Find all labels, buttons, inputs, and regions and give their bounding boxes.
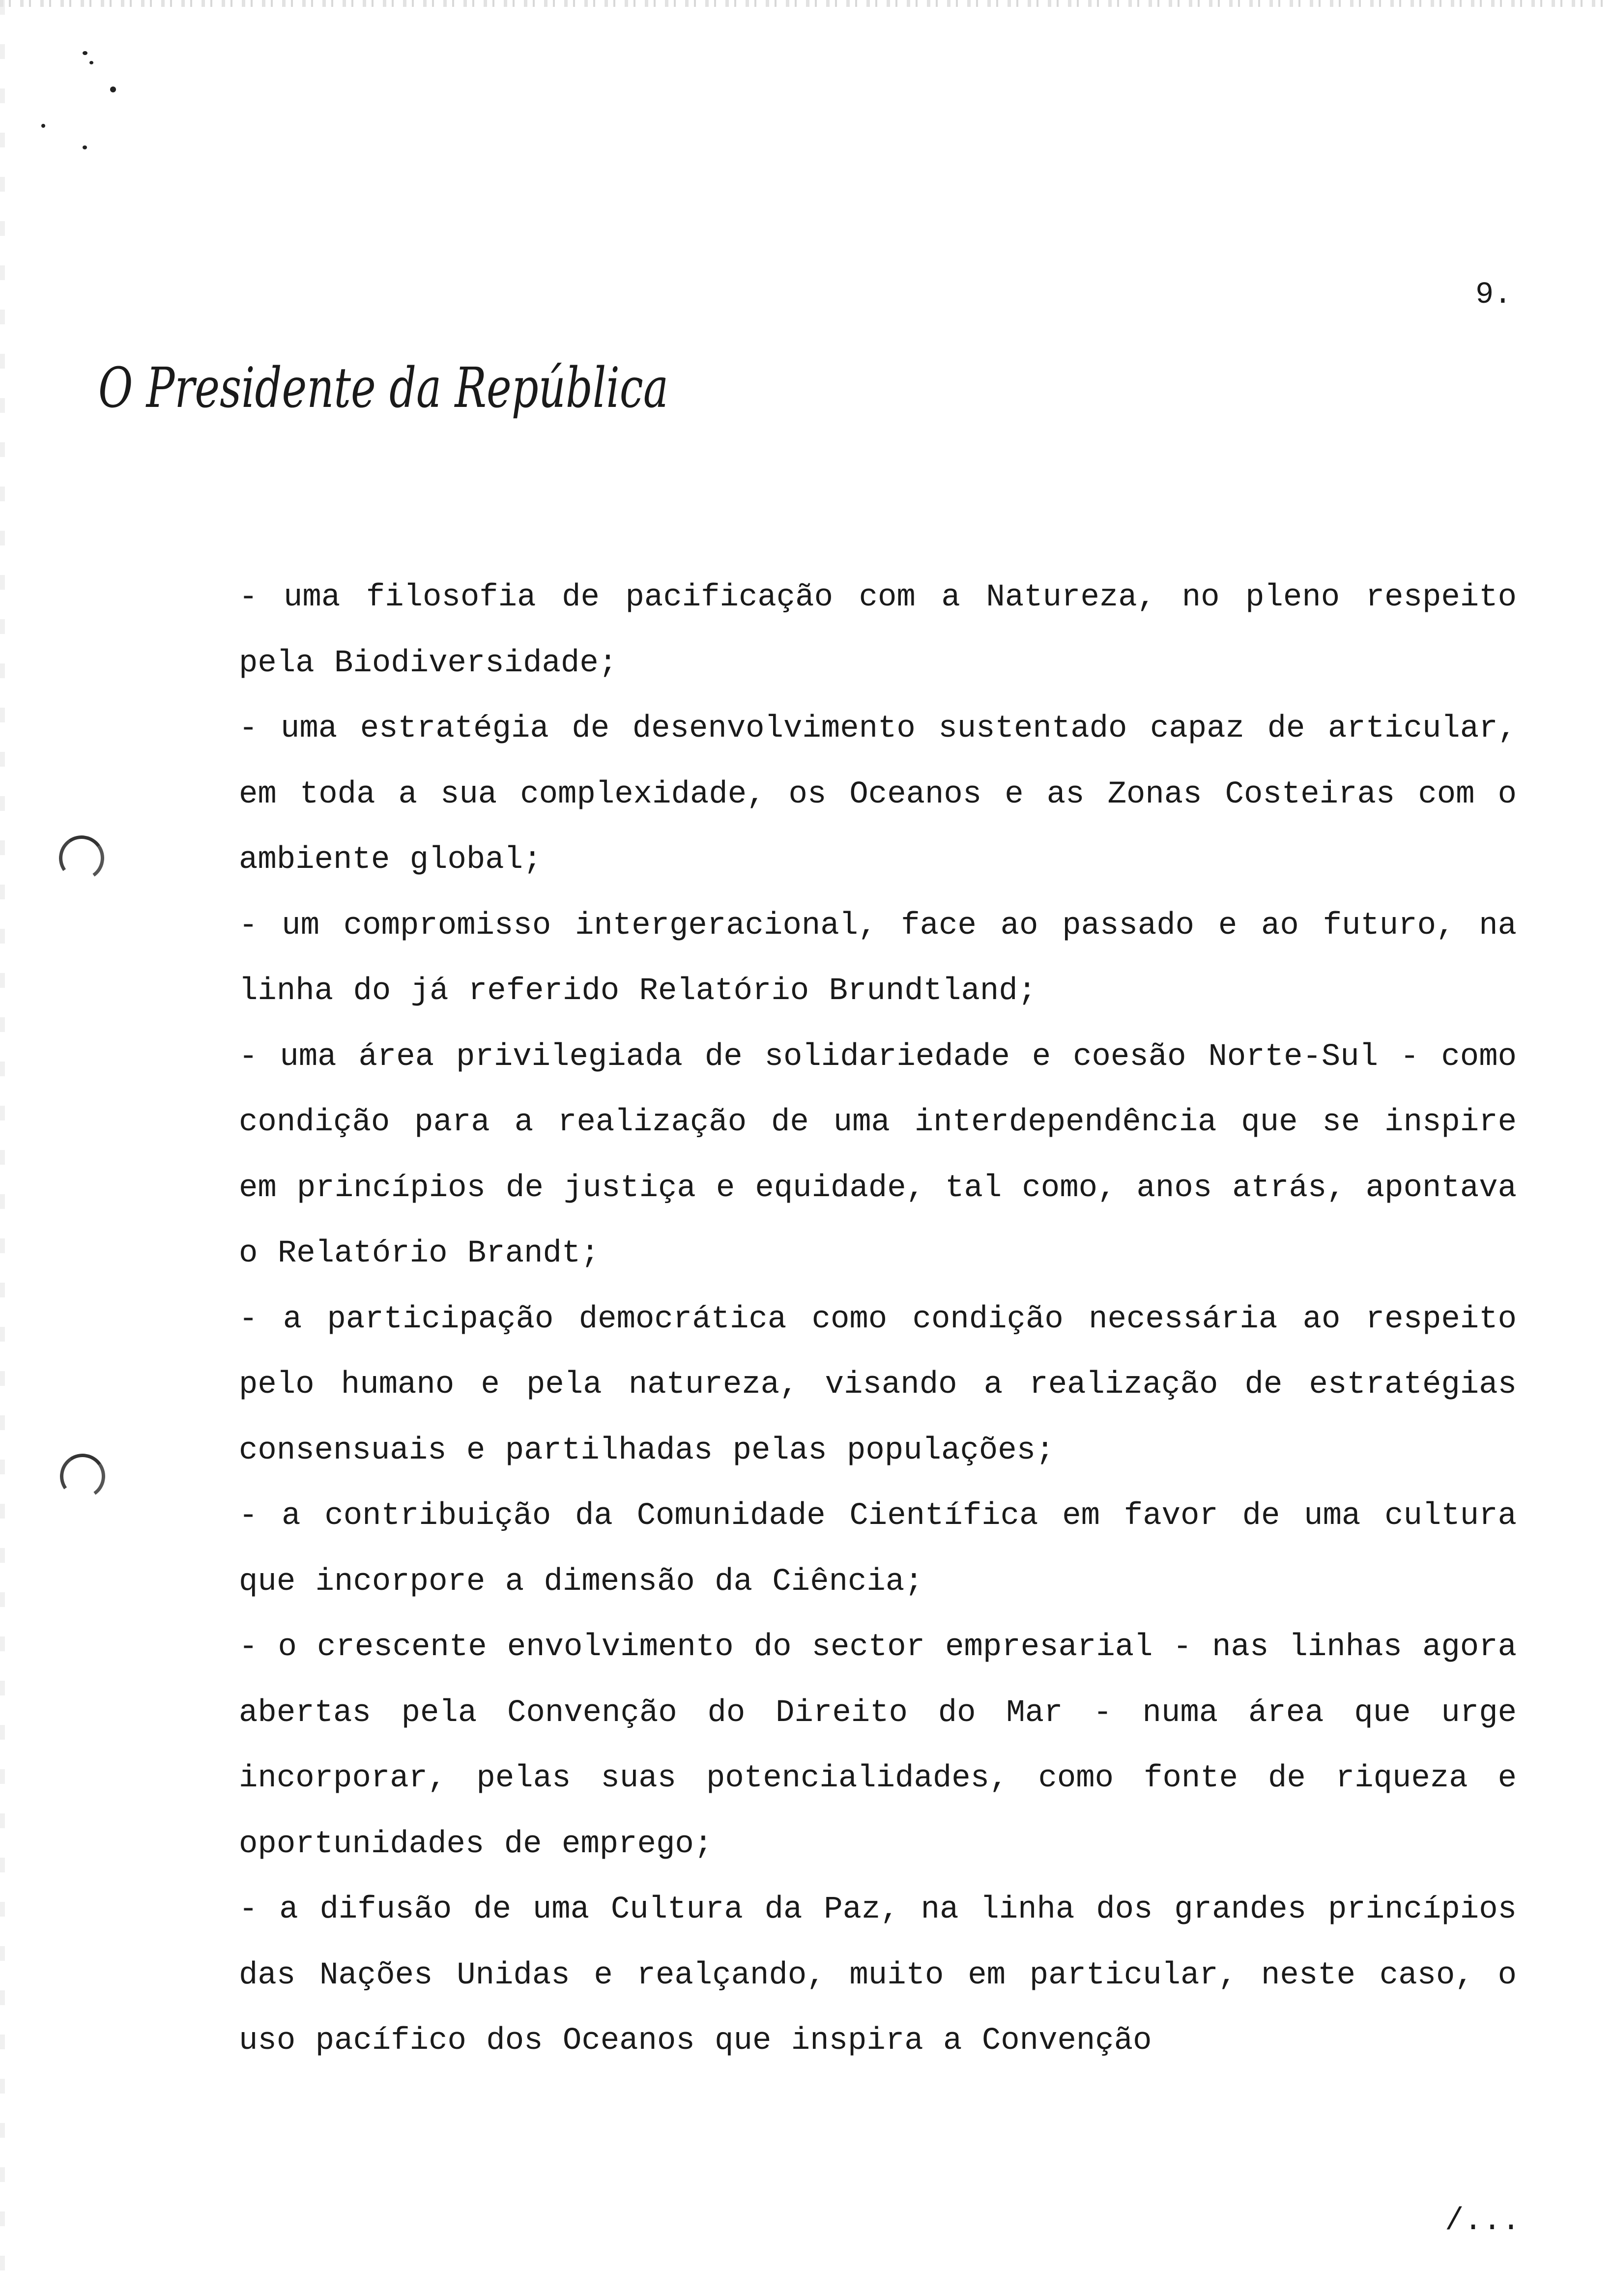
- list-item: - uma filosofia de pacificação com a Natureza, no pleno respeito pela Biodiversidade;: [239, 580, 1517, 681]
- scan-top-edge: [0, 0, 1612, 7]
- list-item: - o crescente envolvimento do sector empresarial - nas linhas agora abertas pela Convenção do Direito do Mar - numa área que urge incorporar, pelas suas potencialidades, como fonte de riqueza e oportunidades de emprego;: [239, 1630, 1517, 1862]
- scan-speck: [110, 86, 116, 92]
- punch-hole-upper: [56, 832, 108, 885]
- list-item: - uma estratégia de desenvolvimento sustentado capaz de articular, em toda a sua complexidade, os Oceanos e as Zonas Costeiras com o ambiente global;: [239, 711, 1517, 878]
- scan-speck: [83, 145, 87, 149]
- list-item: - uma área privilegiada de solidariedade e coesão Norte-Sul - como condição para a realização de uma interdependência que se inspire em princípios de justiça e equidade, tal como, anos atrás, apontava o Relatório Brandt;: [239, 1039, 1517, 1271]
- list-item: - um compromisso intergeracional, face ao passado e ao futuro, na linha do já referido Relatório Brundtland;: [239, 908, 1517, 1009]
- punch-hole-lower: [57, 1450, 109, 1503]
- page-number: 9.: [1475, 277, 1512, 312]
- scan-left-edge: [0, 0, 5, 2296]
- scan-speck: [89, 61, 93, 64]
- body-text: [239, 565, 1517, 2074]
- list-item: - a participação democrática como condição necessária ao respeito pelo humano e pela natureza, visando a realização de estratégias consensuais e partilhadas pelas populações;: [239, 1301, 1517, 1468]
- continuation-mark: /...: [1445, 2204, 1521, 2239]
- letterhead-text: O Presidente da República: [98, 356, 668, 420]
- scan-speck: [41, 124, 45, 128]
- scan-speck: [83, 51, 87, 55]
- list-item: - a difusão de uma Cultura da Paz, na linha dos grandes princípios das Nações Unidas e realçando, muito em particular, neste caso, o uso pacífico dos Oceanos que inspira a Convenção: [239, 1892, 1517, 2059]
- letterhead-script: [98, 354, 678, 428]
- list-item: - a contribuição da Comunidade Científica em favor de uma cultura que incorpore a dimensão da Ciência;: [239, 1498, 1517, 1600]
